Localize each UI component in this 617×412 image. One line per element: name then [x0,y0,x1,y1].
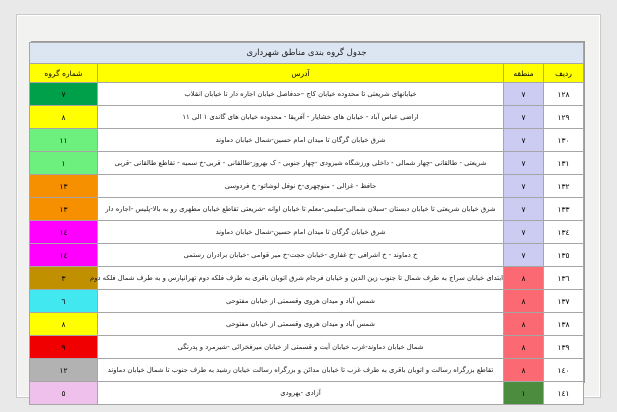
cell-radif: ١٣٦ [544,267,584,290]
table-row[interactable] [29,290,583,313]
table-row[interactable] [29,198,583,221]
table-row[interactable] [29,175,583,198]
cell-address: شریعتی - طالقانی -چهار شمالی - داخلی ورزشگاه شیرودی -چهار جنوبی - ک بهروز-طالقانی - قربی-خ سمیه - تقاطع طالقانی -قربی [98,152,504,175]
cell-address: خ دماوند - خ اشرافی -خ غفاری -خیابان حجت-خ میر قوامی -خیابان برادران رستمی [98,244,504,267]
cell-mantaghe: ٧ [504,106,544,129]
cell-group-number: ١٤ [29,221,97,244]
cell-address: شرق خیابان شریعتی تا خیابان دبستان -سبلان شمالی-سلیمی-معلم تا خیابان اوانه -شریعتی تقاطع خیابان مطهری رو به بالا-پلیس -اجاره دار [98,198,504,221]
cell-group-number: ١٤ [29,244,97,267]
cell-group-number: ٣ [29,267,97,290]
table-row[interactable] [29,221,583,244]
cell-radif: ١٣٨ [544,313,584,336]
cell-radif: ١٣٥ [544,244,584,267]
column-header-group[interactable]: شماره گروه [29,64,97,83]
cell-group-number: ٨ [29,106,97,129]
cell-mantaghe: ٨ [504,313,544,336]
cell-group-number: ٦ [29,290,97,313]
cell-address: شرق خیابان گرگان تا میدان امام حسین-شمال خیابان دماوند [98,129,504,152]
table-row[interactable] [29,244,583,267]
column-header-radif[interactable]: ردیف [544,64,584,83]
table-row[interactable] [29,336,583,359]
cell-group-number: ٨ [29,313,97,336]
cell-group-number: ١٣ [29,175,97,198]
cell-address: اراضی عباس آباد - خیابان های خشایار - آفریقا - محدوده خیابان های گاندی ١ الی ١١ [98,106,504,129]
cell-radif: ١٤٠ [544,359,584,382]
cell-mantaghe: ٧ [504,244,544,267]
cell-mantaghe: ٧ [504,198,544,221]
table-row[interactable] [29,267,583,290]
cell-mantaghe: ٧ [504,83,544,106]
document-page-frame [16,14,601,398]
cell-group-number: ١١ [29,129,97,152]
cell-address: آزادی -یهرودی [98,382,504,405]
cell-mantaghe: ٨ [504,359,544,382]
column-header-address[interactable]: آدرس [98,64,504,83]
table-title: جدول گروه بندی مناطق شهرداری [29,43,583,64]
table-row[interactable] [29,382,583,405]
cell-radif: ١٣١ [544,152,584,175]
column-header-mantaghe[interactable]: منطقه [504,64,544,83]
cell-radif: ١٣٣ [544,198,584,221]
table-row[interactable] [29,359,583,382]
cell-mantaghe: ٧ [504,221,544,244]
table-row[interactable] [29,83,583,106]
municipality-zone-grouping-table [29,42,584,405]
table-row[interactable] [29,129,583,152]
table-title-row [29,43,583,64]
cell-group-number: ٩ [29,336,97,359]
table-row[interactable] [29,106,583,129]
cell-radif: ١٣٠ [544,129,584,152]
cell-mantaghe: ٧ [504,152,544,175]
table-row[interactable] [29,152,583,175]
cell-mantaghe: ٨ [504,336,544,359]
cell-mantaghe: ٧ [504,129,544,152]
cell-radif: ١٢٨ [544,83,584,106]
cell-group-number: ١٢ [29,359,97,382]
cell-mantaghe: ٧ [504,175,544,198]
cell-group-number: ٥ [29,382,97,405]
cell-address: حافظ - غزالی - منوچهری-خ نوفل لوشاتو- خ فردوسی [98,175,504,198]
cell-radif: ١٣٢ [544,175,584,198]
cell-address: تقاطع بزرگراه رسالت و اتوبان باقری به طرف غرب تا خیابان مدائن و بزرگراه رسالت خیابان رشید به طرف جنوب تا شمال خیابان دماوند [98,359,504,382]
cell-address: شرق خیابان گرگان تا میدان امام حسین-شمال خیابان دماوند [98,221,504,244]
cell-radif: ١٢٩ [544,106,584,129]
cell-group-number: ١ [29,152,97,175]
cell-mantaghe: ٨ [504,290,544,313]
document-sheet [31,41,585,398]
cell-radif: ١٤١ [544,382,584,405]
cell-mantaghe: ٨ [504,267,544,290]
cell-address: خیابانهای شریعتی تا محدوده خیابان کاج –حدفاصل خیابان اجاره دار تا خیابان انقلاب [98,83,504,106]
cell-address: شمس آباد و میدان هروی وقسمتی از خیابان مفتوحی [98,313,504,336]
table-row[interactable] [29,313,583,336]
cell-mantaghe: ١ [504,382,544,405]
cell-address: ابتدای خیابان سراج به طرف شمال تا جنوب زین الدین و خیابان فرجام شرق اتوبان باقری به طرف فلکه دوم تهرانپارس و به طرف شمال فلکه دوم [98,267,504,290]
cell-radif: ١٣٧ [544,290,584,313]
cell-address: شمس آباد و میدان هروی وقسمتی از خیابان مفتوحی [98,290,504,313]
cell-radif: ١٣٤ [544,221,584,244]
cell-address: شمال خیابان دماوند-غرب خیابان آیت و قسمتی از خیابان میرفخرائی -شیرمرد و پدرنگی [98,336,504,359]
cell-group-number: ١٣ [29,198,97,221]
cell-group-number: ٧ [29,83,97,106]
table-header-row [29,64,583,83]
cell-radif: ١٣٩ [544,336,584,359]
